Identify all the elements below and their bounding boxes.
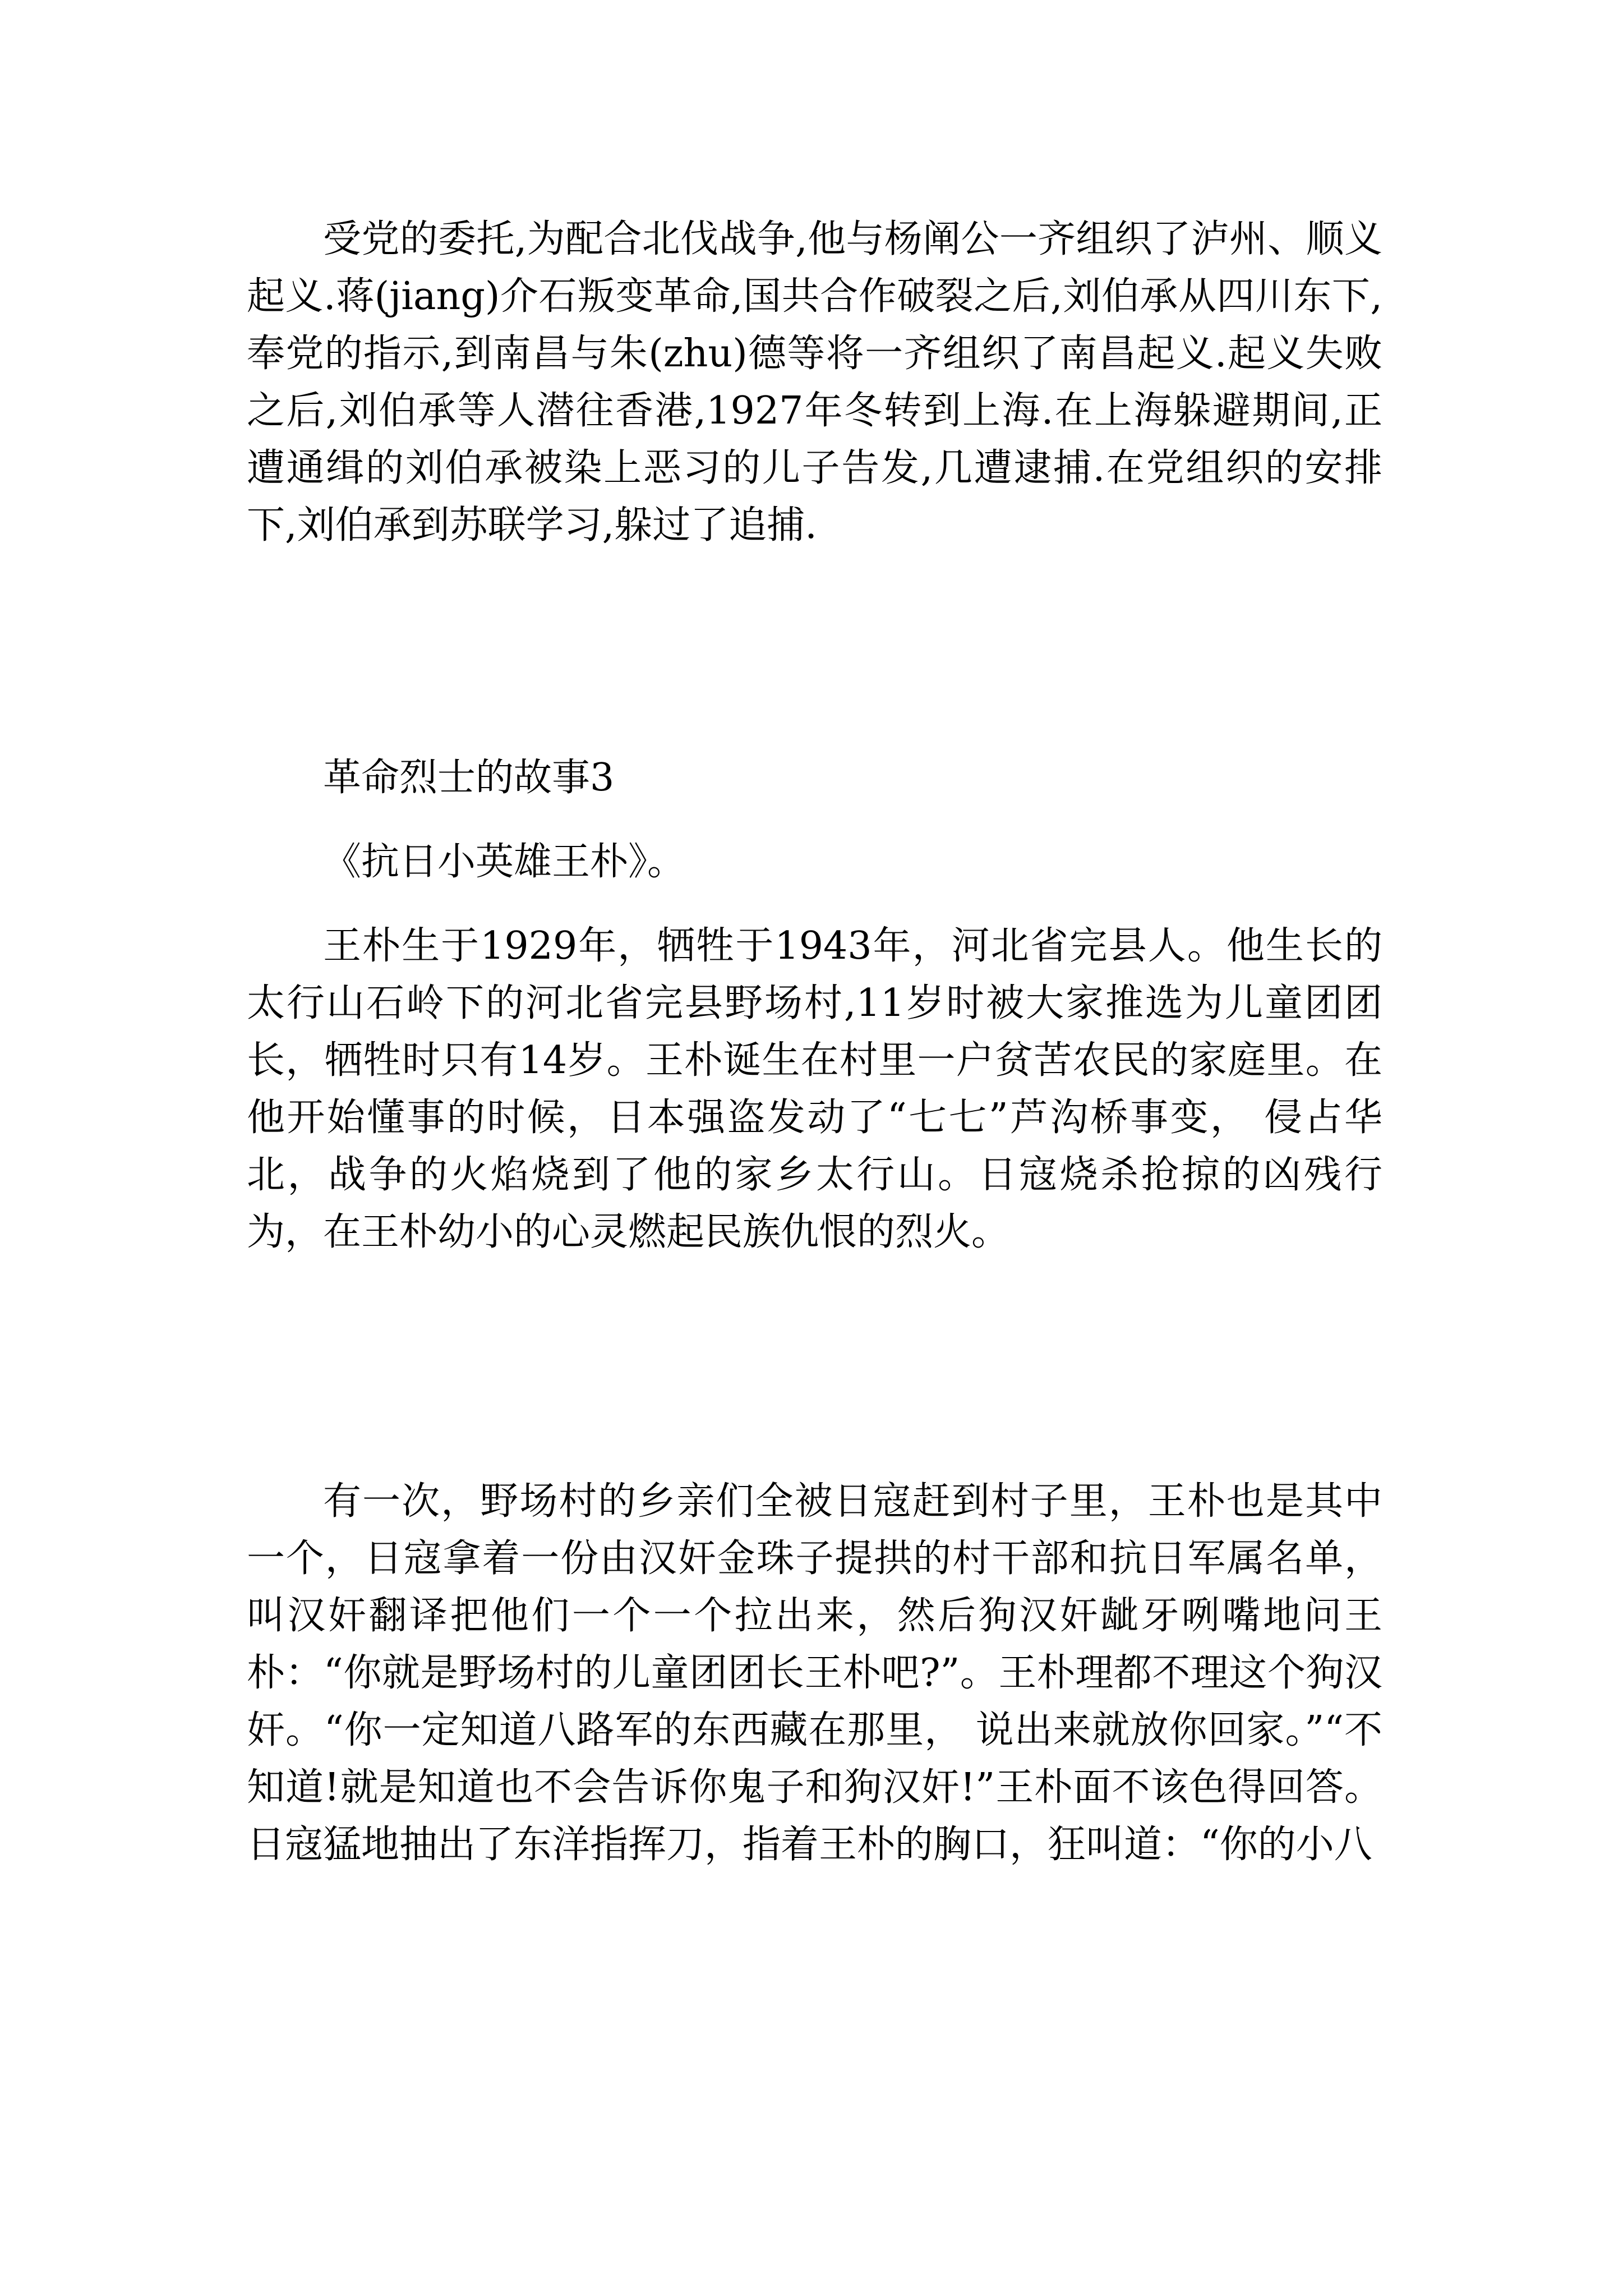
- paragraph-wang-pu-story: 有一次，野场村的乡亲们全被日寇赶到村子里，王朴也是其中一个，日寇拿着一份由汉奸金珠子提拱的村干部和抗日军属名单，叫汉奸翻译把他们一个一个拉出来，然后狗汉奸龇牙咧嘴地问王朴：“你就是野场村的儿童团团长王朴吧?”。王朴理都不理这个狗汉奸。“你一定知道八路军的东西藏在那里， 说出来就放你回家。”“不知道!就是知道也不会告诉你鬼子和狗汉奸!”王朴面不该色得回答。日寇猛地抽出了东洋指挥刀，指着王朴的胸口，狂叫道：“你的小八: [247, 1479, 1382, 1867]
- paragraph-liu-bocheng: 受党的委托,为配合北伐战争,他与杨阐公一齐组织了泸州、顺义起义.蒋(jiang)介石叛变革命,国共合作破裂之后,刘伯承从四川东下,奉党的指示,到南昌与朱(zhu)德等将一齐组织了南昌起义.起义失败之后,刘伯承等人潜往香港,1927年冬转到上海.在上海躲避期间,正遭通缉的刘伯承被染上恶习的儿子告发,几遭逮捕.在党组织的安排下,刘伯承到苏联学习,躲过了追捕.: [247, 217, 1382, 547]
- story-title: 《抗日小英雄王朴》。: [323, 840, 686, 884]
- paragraph-wang-pu-intro: 王朴生于1929年，牺牲于1943年，河北省完县人。他生长的太行山石岭下的河北省完县野场村,11岁时被大家推选为儿童团团长，牺牲时只有14岁。王朴诞生在村里一户贫苦农民的家庭里。在他开始懂事的时候，日本强盗发动了“七七”芦沟桥事变， 侵占华北，战争的火焰烧到了他的家乡太行山。日寇烧杀抢掠的凶残行为，在王朴幼小的心灵燃起民族仇恨的烈火。: [247, 924, 1382, 1254]
- section-heading: 革命烈士的故事3: [323, 756, 615, 800]
